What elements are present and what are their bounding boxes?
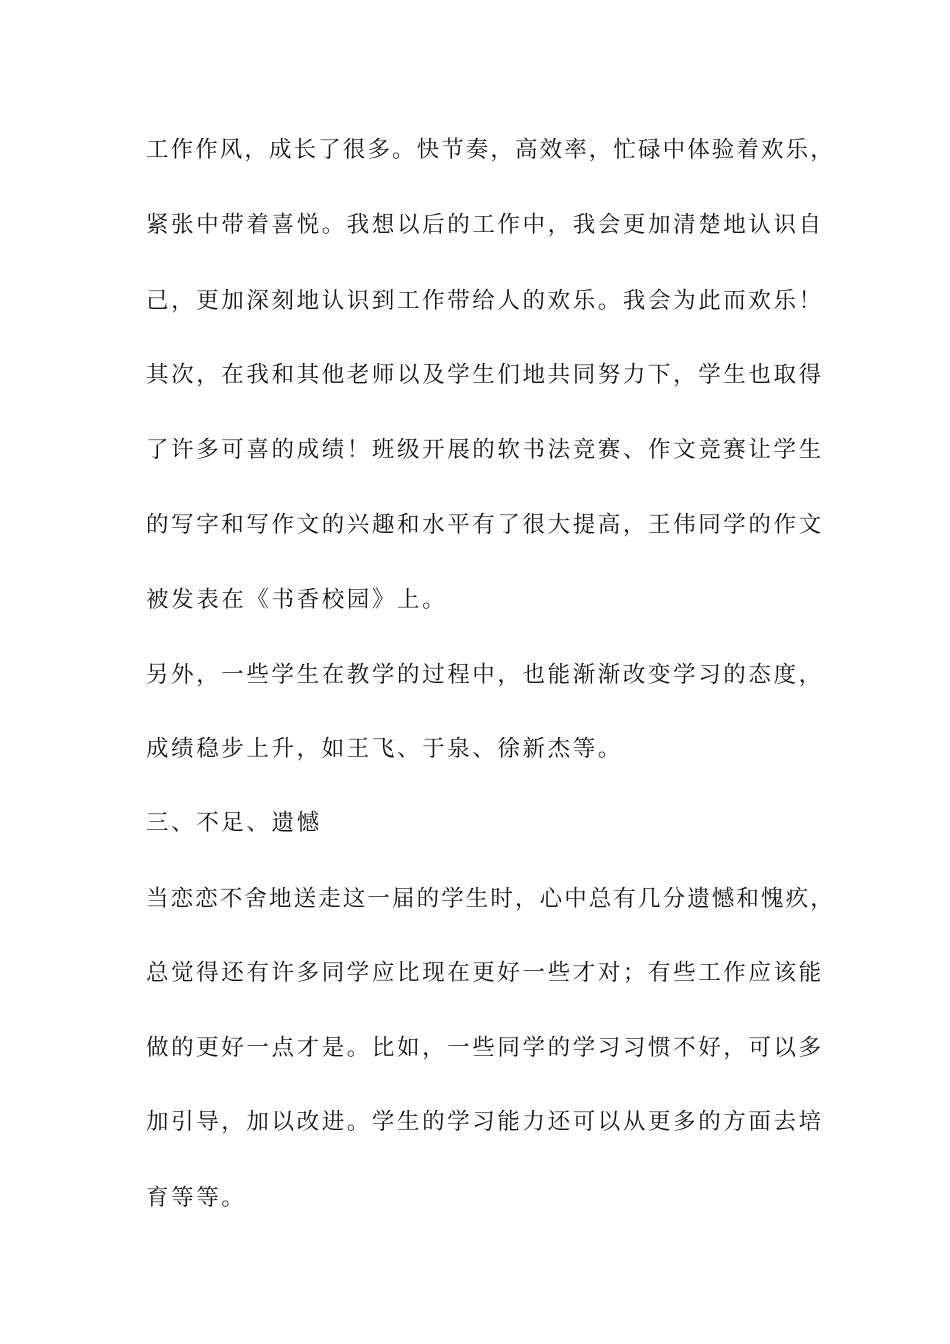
text-line: 紧张中带着喜悦。我想以后的工作中，我会更加清楚地认识自 bbox=[146, 212, 824, 238]
text-line: 总觉得还有许多同学应比现在更好一些才对；有些工作应该能 bbox=[146, 960, 824, 986]
text-line: 加引导，加以改进。学生的学习能力还可以从更多的方面去培 bbox=[146, 1109, 824, 1135]
text-line: 育等等。 bbox=[146, 1185, 247, 1211]
text-line: 其次，在我和其他老师以及学生们地共同努力下，学生也取得 bbox=[146, 362, 824, 388]
text-line: 己，更加深刻地认识到工作带给人的欢乐。我会为此而欢乐！ bbox=[146, 288, 824, 314]
text-line: 当恋恋不舍地送走这一届的学生时，心中总有几分遗憾和愧疚， bbox=[146, 886, 835, 912]
text-line: 成绩稳步上升，如王飞、于泉、徐新杰等。 bbox=[146, 736, 623, 762]
section-heading: 三、不足、遗憾 bbox=[146, 810, 322, 836]
text-line: 工作作风，成长了很多。快节奏，高效率，忙碌中体验着欢乐， bbox=[146, 137, 835, 163]
text-line: 的写字和写作文的兴趣和水平有了很大提高，王伟同学的作文 bbox=[146, 512, 824, 538]
text-line: 另外，一些学生在教学的过程中，也能渐渐改变学习的态度， bbox=[146, 662, 824, 688]
text-line: 了许多可喜的成绩！班级开展的软书法竞赛、作文竞赛让学生 bbox=[146, 437, 824, 463]
text-line: 做的更好一点才是。比如，一些同学的学习习惯不好，可以多 bbox=[146, 1035, 824, 1061]
text-line: 被发表在《书香校园》上。 bbox=[146, 587, 448, 613]
